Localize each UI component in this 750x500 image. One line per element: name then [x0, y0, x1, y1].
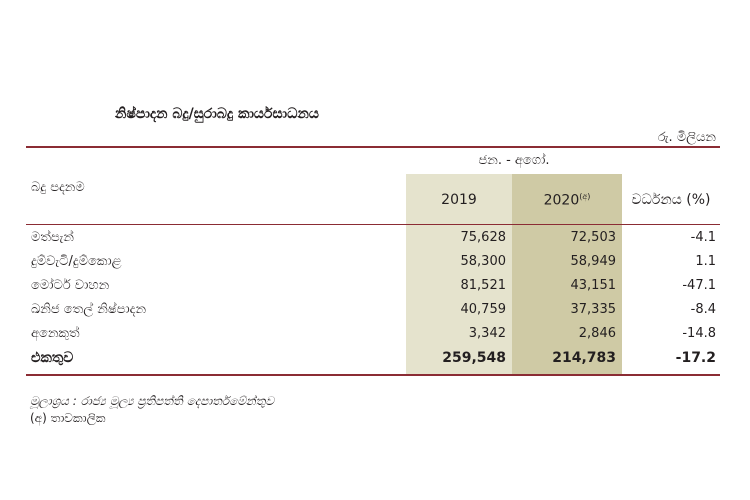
row-label: ඛනිජ තෙල් නිෂ්පාදන — [31, 302, 147, 317]
source-note: මූලාශ්‍රය : රාජ්‍ය මූල්‍ය ප්‍රතිපත්ති දෙපාර්තමේන්තුව — [30, 394, 275, 408]
value-2019: 58,300 — [460, 254, 506, 269]
header-divider-rule — [26, 224, 720, 225]
total-growth: -17.2 — [675, 350, 716, 366]
period-header: ජන. - අගෝ. — [478, 153, 550, 168]
table-title: නිෂ්පාදන බදු/සුරාබදු කාර්යසාධනය — [115, 106, 319, 122]
row-label: දුම්වැටි/දුම්කොළ — [31, 254, 122, 269]
value-2019: 3,342 — [468, 326, 506, 341]
value-2020: 43,151 — [570, 278, 616, 293]
value-growth: -14.8 — [682, 326, 716, 341]
value-growth: -8.4 — [690, 302, 716, 317]
column-header-2020 — [512, 192, 622, 209]
provisional-marker: (අ) — [579, 192, 591, 201]
table-row — [26, 322, 720, 346]
table-row — [26, 274, 720, 298]
value-2020: 58,949 — [570, 254, 616, 269]
total-row — [26, 346, 720, 370]
column-header-2020-year: 2020 — [543, 192, 580, 209]
value-2019: 81,521 — [460, 278, 506, 293]
table-row — [26, 298, 720, 322]
row-label: මෝටර් වාහන — [31, 278, 110, 293]
value-2019: 40,759 — [460, 302, 506, 317]
column-header-growth: වර්ධනය (%) — [631, 192, 711, 208]
tax-table — [26, 146, 720, 376]
column-header-tax-base: බදු පදනම — [31, 180, 85, 195]
table-row — [26, 226, 720, 250]
value-2020: 72,503 — [570, 230, 616, 245]
total-2020: 214,783 — [552, 350, 616, 366]
value-growth: -4.1 — [690, 230, 716, 245]
table-row — [26, 250, 720, 274]
total-label: එකතුව — [31, 350, 74, 366]
row-label: මත්පැන් — [31, 230, 74, 245]
value-2019: 75,628 — [460, 230, 506, 245]
column-header-2019: 2019 — [441, 192, 477, 208]
value-2020: 37,335 — [570, 302, 616, 317]
table-bottom-rule — [26, 374, 720, 376]
value-2020: 2,846 — [578, 326, 616, 341]
value-growth: -47.1 — [682, 278, 716, 293]
table-top-rule — [26, 146, 720, 148]
units-label: රු. මිලියන — [657, 130, 716, 145]
row-label: අනෙකුත් — [31, 326, 80, 341]
total-2019: 259,548 — [442, 350, 506, 366]
provisional-note: (අ) තාවකාලික — [30, 411, 106, 425]
value-growth: 1.1 — [695, 254, 716, 269]
